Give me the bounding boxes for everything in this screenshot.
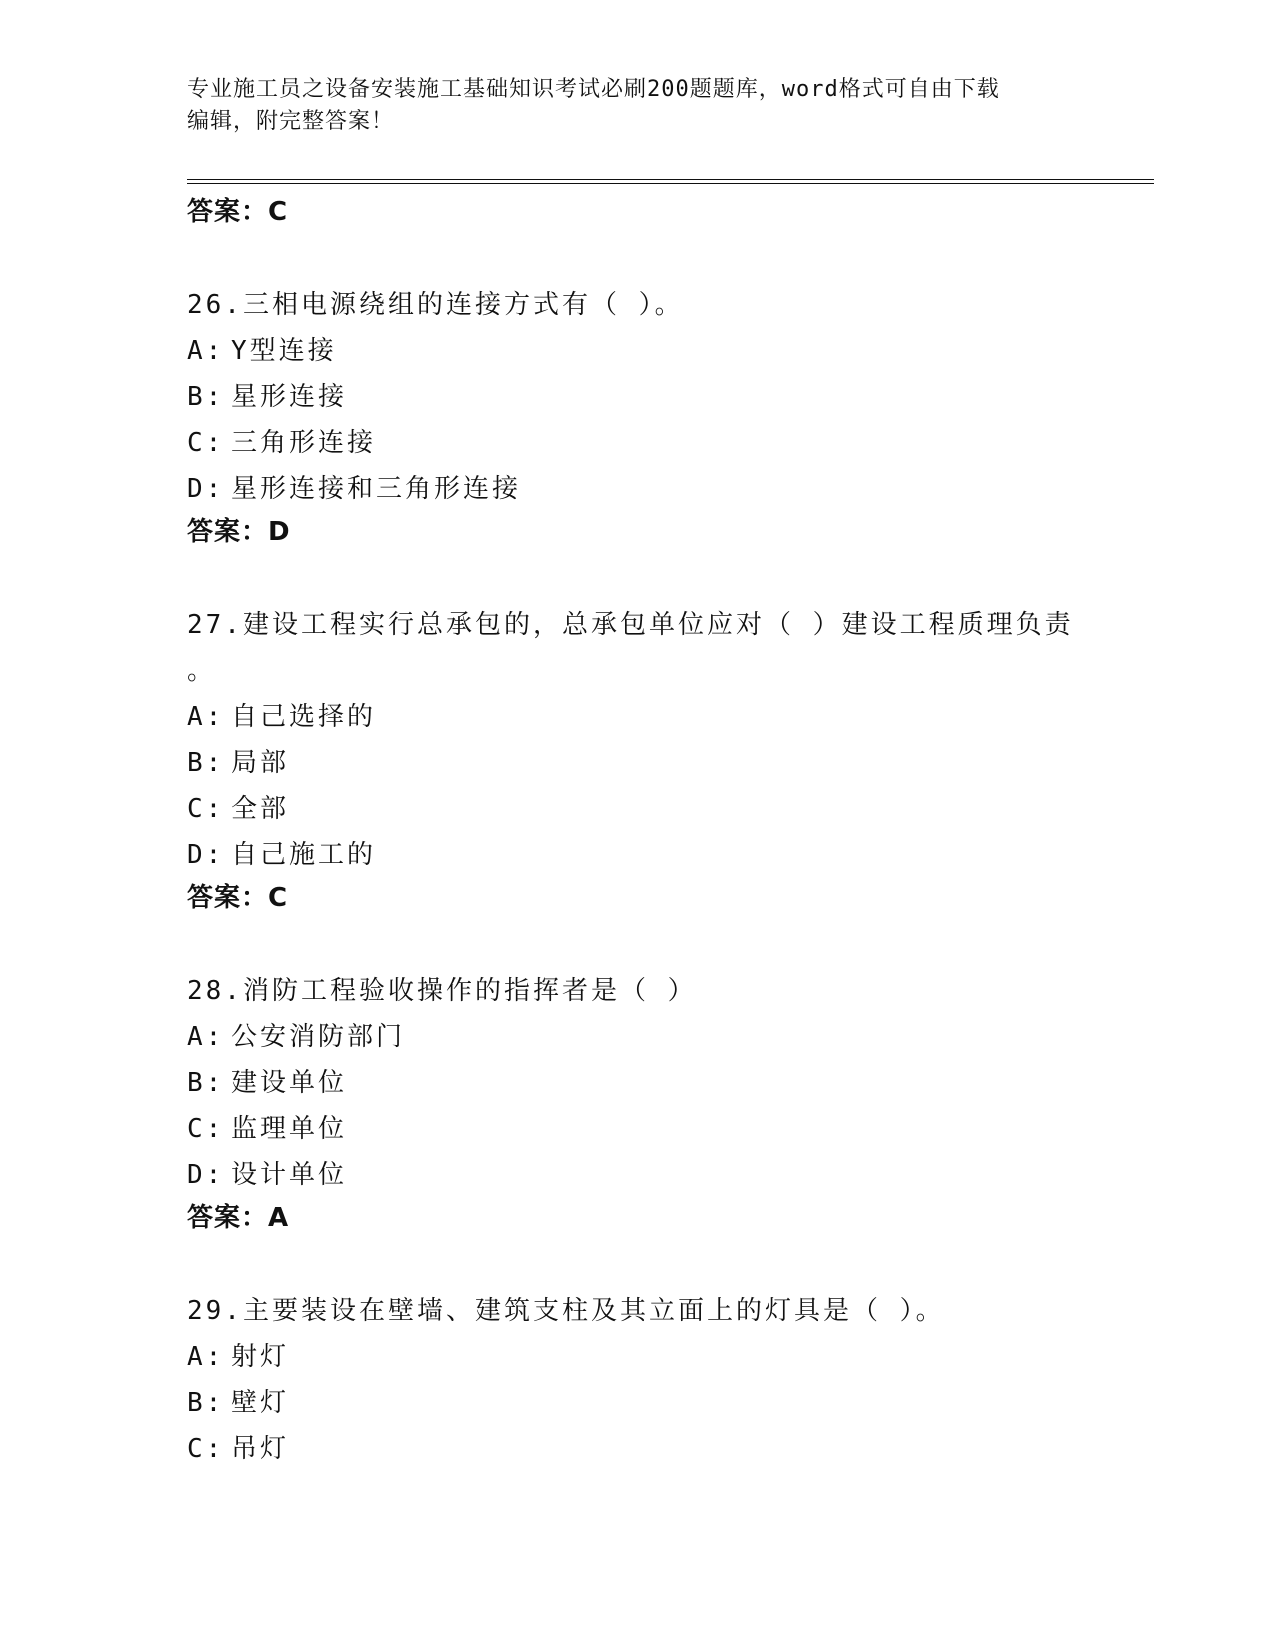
option-letter: A: [187, 336, 225, 366]
option-letter: A: [187, 1022, 225, 1052]
option-letter: B: [187, 748, 225, 778]
document-header [187, 74, 1087, 138]
option-text: 吊灯 [231, 1434, 290, 1464]
option-letter: C: [187, 794, 225, 824]
option-letter: C: [187, 1434, 225, 1464]
option-text: 建设单位 [231, 1068, 348, 1098]
option-b [187, 1380, 1087, 1426]
option-a [187, 328, 1087, 374]
question-29 [187, 1288, 1087, 1472]
option-letter: D: [187, 840, 225, 870]
option-c [187, 420, 1087, 466]
question-text: 28.消防工程验收操作的指挥者是（ ） [187, 976, 697, 1006]
answer: 答案：A [187, 1203, 290, 1233]
option-text: 全部 [231, 794, 290, 824]
option-b [187, 740, 1087, 786]
option-text: 局部 [231, 748, 290, 778]
option-d [187, 832, 1087, 878]
header-line-1: 专业施工员之设备安装施工基础知识考试必刷200题题库，word格式可自由下载 [187, 77, 1000, 102]
option-c [187, 1106, 1087, 1152]
option-letter: C: [187, 428, 225, 458]
option-letter: B: [187, 1068, 225, 1098]
option-text: 自己选择的 [231, 702, 377, 732]
option-text: 三角形连接 [231, 428, 377, 458]
option-c [187, 1426, 1087, 1472]
header-line-2: 编辑，附完整答案！ [187, 109, 395, 134]
header-rule-bottom [187, 183, 1154, 184]
option-letter: D: [187, 474, 225, 504]
question-26 [187, 282, 1087, 552]
option-text: 设计单位 [231, 1160, 348, 1190]
option-a [187, 1334, 1087, 1380]
option-a [187, 694, 1087, 740]
option-b [187, 1060, 1087, 1106]
option-text: 射灯 [231, 1342, 290, 1372]
option-letter: B: [187, 382, 225, 412]
answer: 答案：D [187, 517, 291, 547]
option-text: 监理单位 [231, 1114, 348, 1144]
option-b [187, 374, 1087, 420]
option-letter: C: [187, 1114, 225, 1144]
question-text-continued: 。 [187, 656, 217, 686]
option-text: 星形连接 [231, 382, 348, 412]
question-text: 29.主要装设在壁墙、建筑支柱及其立面上的灯具是（ ）。 [187, 1296, 945, 1326]
question-text: 26.三相电源绕组的连接方式有（ ）。 [187, 290, 684, 320]
option-text: 公安消防部门 [231, 1022, 406, 1052]
header-rule-top [187, 179, 1154, 180]
option-text: 自己施工的 [231, 840, 377, 870]
option-d [187, 466, 1087, 512]
option-text: 星形连接和三角形连接 [231, 474, 522, 504]
question-text: 27.建设工程实行总承包的，总承包单位应对（ ）建设工程质理负责 [187, 610, 1074, 640]
option-text: Y型连接 [231, 336, 337, 366]
answer: 答案：C [187, 883, 289, 913]
question-28 [187, 968, 1087, 1238]
option-a [187, 1014, 1087, 1060]
option-letter: D: [187, 1160, 225, 1190]
previous-answer: 答案：C [187, 197, 289, 227]
option-c [187, 786, 1087, 832]
option-d [187, 1152, 1087, 1198]
question-27 [187, 602, 1087, 918]
option-text: 壁灯 [231, 1388, 290, 1418]
option-letter: A: [187, 1342, 225, 1372]
option-letter: B: [187, 1388, 225, 1418]
option-letter: A: [187, 702, 225, 732]
document-body [187, 192, 1087, 1472]
